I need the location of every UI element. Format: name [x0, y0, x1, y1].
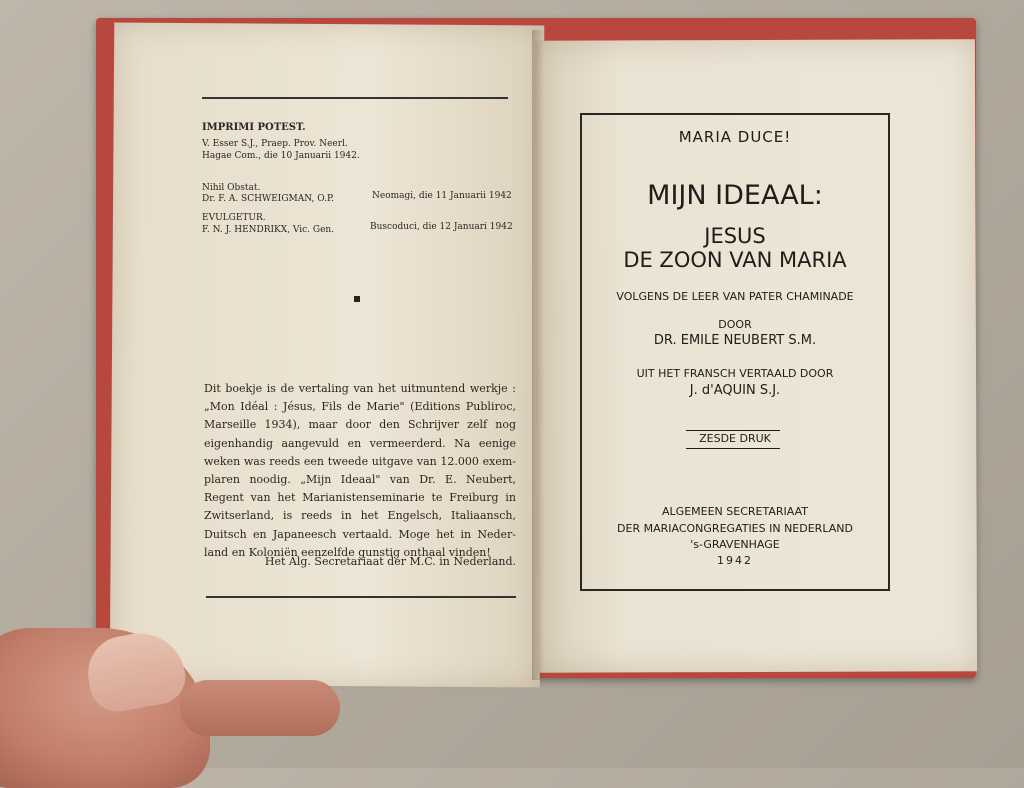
evulgetur-label: EVULGETUR. [202, 213, 266, 223]
subtitle-line-1: JESUS [704, 224, 766, 248]
nihil-obstat-place-date: Neomagi, die 11 Januarii 1942 [372, 191, 512, 201]
imprimi-heading: IMPRIMI POTEST. [202, 122, 306, 133]
paragraph-line: eigenhandig aangevuld en vermeerderd. Na eenige [204, 436, 516, 450]
nihil-obstat-name: Dr. F. A. SCHWEIGMAN, O.P. [202, 194, 335, 204]
paragraph-line: land en Koloniën eenzelfde gunstig onthaal vinden! [204, 545, 491, 559]
publication-year: 1942 [717, 554, 753, 567]
paragraph-line: „Mon Idéal : Jésus, Fils de Marie" (Editions Publiroc, [204, 400, 516, 414]
paragraph-line: Marseille 1934), maar door den Schrijver zelf nog [204, 418, 516, 432]
translator-name: J. d'AQUIN S.J. [689, 383, 781, 398]
imprimi-line-1: V. Esser S.J., Praep. Prov. Neerl. [202, 139, 348, 149]
bottom-rule-left [206, 596, 516, 598]
edition-rule-top [686, 430, 780, 431]
paragraph-line: Dit boekje is de vertaling van het uitmuntend werkje : [204, 382, 516, 395]
publisher-line-2: DER MARIACONGREGATIES IN NEDERLAND [617, 522, 853, 535]
paragraph-line: Zwitserland, is reeds in het Engelsch, Italiaansch, [204, 509, 516, 523]
finger [180, 680, 340, 736]
edition-rule-bottom [686, 448, 780, 449]
imprimi-line-2: Hagae Com., die 10 Januarii 1942. [202, 151, 360, 161]
ornament-square [354, 296, 360, 302]
signature-line: Het Alg. Secretariaat der M.C. in Nederland. [264, 555, 516, 568]
paragraph-line: Duitsch en Japaneesch vertaald. Moge het in Neder- [204, 527, 516, 541]
paragraph-line: Regent van het Marianistenseminarie te Freiburg in [204, 491, 516, 505]
publisher-line-1: ALGEMEEN SECRETARIAAT [662, 505, 808, 518]
book-title: MIJN IDEAAL: [647, 180, 823, 211]
author-name: DR. EMILE NEUBERT S.M. [653, 333, 817, 348]
translated-label: UIT HET FRANSCH VERTAALD DOOR [636, 367, 834, 380]
top-rule-left [202, 97, 508, 99]
publisher-city: 's-GRAVENHAGE [690, 538, 780, 551]
motto: MARIA DUCE! [678, 128, 792, 146]
preface-paragraph [204, 380, 516, 562]
nihil-obstat-label: Nihil Obstat. [202, 183, 261, 193]
left-page [110, 23, 545, 688]
book-gutter [532, 30, 544, 680]
paragraph-line: weken was reeds een tweede uitgave van 12.000 exem- [204, 454, 516, 468]
subtitle-line-2: DE ZOON VAN MARIA [623, 248, 847, 272]
teaching-line: VOLGENS DE LEER VAN PATER CHAMINADE [616, 290, 854, 303]
paragraph-line: plaren noodig. „Mijn Ideaal" van Dr. E. Neubert, [204, 473, 516, 487]
evulgetur-name: F. N. J. HENDRIKX, Vic. Gen. [202, 225, 335, 235]
evulgetur-place-date: Buscoduci, die 12 Januari 1942 [370, 222, 513, 232]
edition-label: ZESDE DRUK [699, 432, 771, 445]
by-label: DOOR [718, 318, 752, 331]
